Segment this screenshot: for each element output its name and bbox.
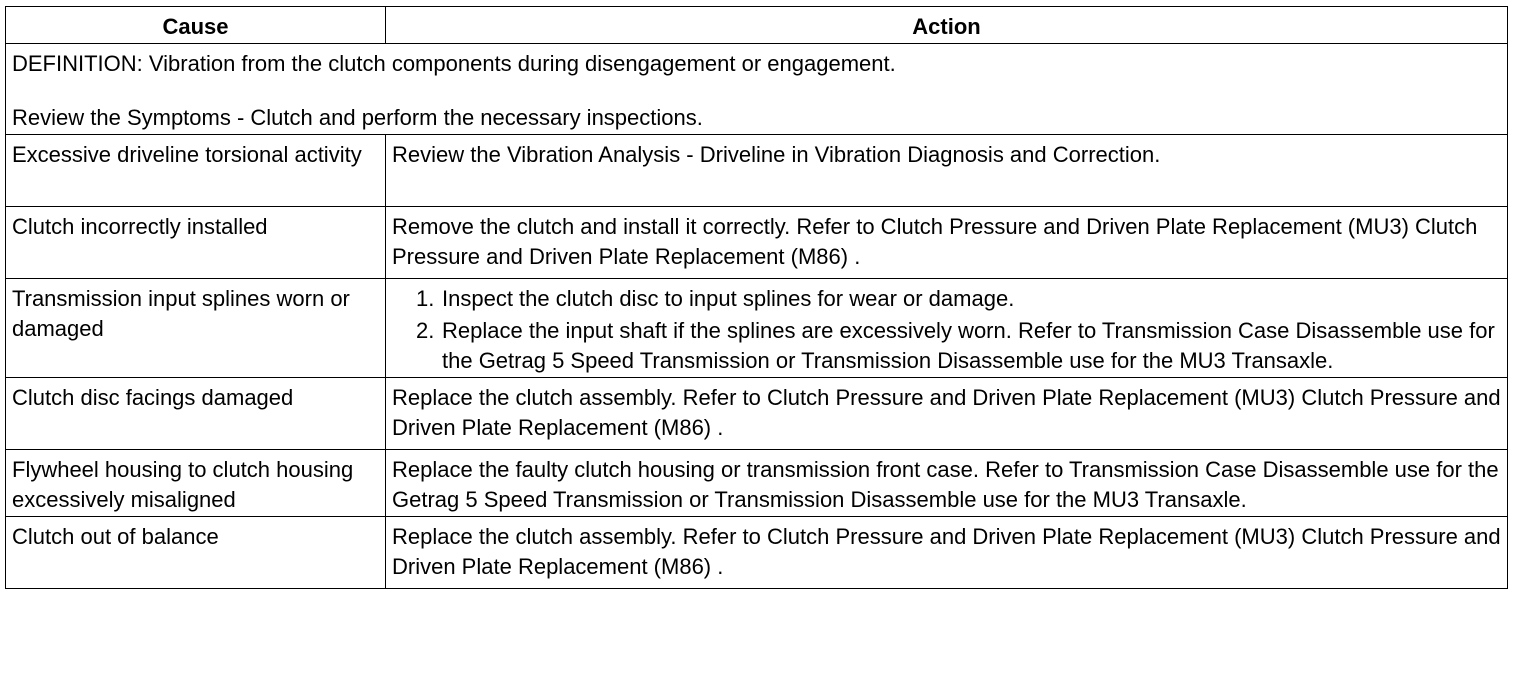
action-header: Action xyxy=(386,7,1508,44)
table-row xyxy=(6,378,1508,450)
step-text: Replace the input shaft if the splines are excessively worn. Refer to Transmission Case Disassemble use for the Getrag 5 Speed Transmission or Transmission Disassemble use for the MU3 Transaxle. xyxy=(442,318,1495,373)
definition-cell xyxy=(6,44,1508,135)
diagnostic-table xyxy=(5,6,1508,589)
cause-cell: Clutch out of balance xyxy=(6,517,386,589)
action-cell: Replace the faulty clutch housing or transmission front case. Refer to Transmission Case Disassemble use for the Getrag 5 Speed Transmission or Transmission Disassemble use for the MU3 Transaxle. xyxy=(386,450,1508,517)
definition-text: DEFINITION: Vibration from the clutch components during disengagement or engagement. xyxy=(12,51,896,76)
cause-cell: Flywheel housing to clutch housing excessively misaligned xyxy=(6,450,386,517)
cause-header: Cause xyxy=(6,7,386,44)
table-row xyxy=(6,135,1508,207)
table-row xyxy=(6,517,1508,589)
cause-cell: Clutch disc facings damaged xyxy=(6,378,386,450)
step-number: 1. xyxy=(416,286,435,311)
action-cell: Replace the clutch assembly. Refer to Clutch Pressure and Driven Plate Replacement (MU3) Clutch Pressure and Driven Plate Replacement (M86) . xyxy=(386,517,1508,589)
table-row xyxy=(6,450,1508,517)
cause-cell: Clutch incorrectly installed xyxy=(6,207,386,279)
action-cell: Remove the clutch and install it correctly. Refer to Clutch Pressure and Driven Plate Replacement (MU3) Clutch Pressure and Driven Plate Replacement (M86) . xyxy=(386,207,1508,279)
action-cell: Replace the clutch assembly. Refer to Clutch Pressure and Driven Plate Replacement (MU3) Clutch Pressure and Driven Plate Replacement (M86) . xyxy=(386,378,1508,450)
cause-cell: Excessive driveline torsional activity xyxy=(6,135,386,207)
definition-row xyxy=(6,44,1508,135)
header-row xyxy=(6,7,1508,44)
action-steps xyxy=(396,284,1501,376)
action-cell xyxy=(386,279,1508,378)
table-row xyxy=(6,279,1508,378)
table-row xyxy=(6,207,1508,279)
step-number: 2. xyxy=(416,318,435,343)
step-item xyxy=(416,316,1501,376)
action-cell: Review the Vibration Analysis - Driveline in Vibration Diagnosis and Correction. xyxy=(386,135,1508,207)
step-text: Inspect the clutch disc to input splines for wear or damage. xyxy=(442,286,1015,311)
cause-cell: Transmission input splines worn or damaged xyxy=(6,279,386,378)
step-item xyxy=(416,284,1501,314)
review-text: Review the Symptoms - Clutch and perform the necessary inspections. xyxy=(12,105,703,130)
